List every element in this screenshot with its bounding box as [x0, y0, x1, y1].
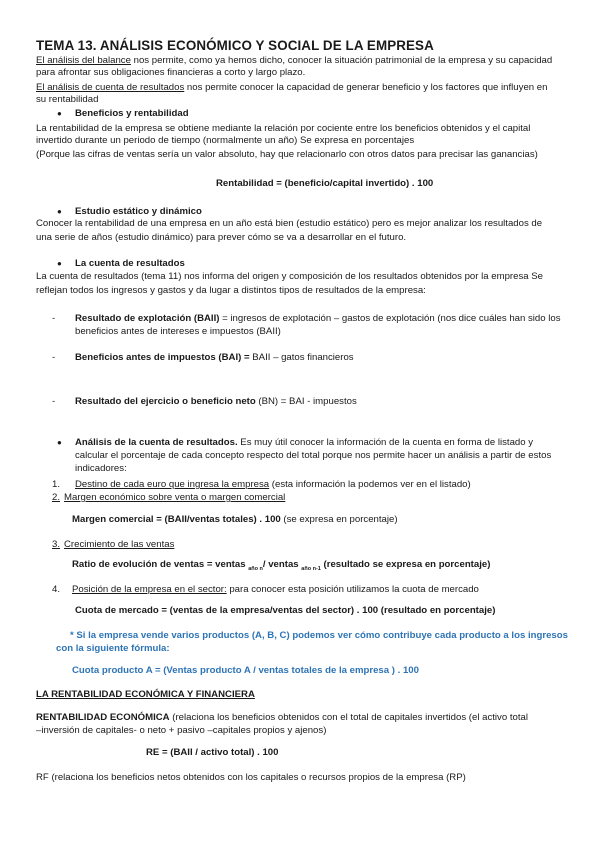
analisis-line1 [75, 437, 533, 449]
cuota-producto-formula: Cuota producto A = (Ventas producto A / ventas totales de la empresa ) . 100 [72, 665, 419, 676]
resultados-term: El análisis de cuenta de resultados [36, 82, 185, 93]
item-number: 2. [52, 492, 61, 503]
margen-formula [72, 514, 398, 526]
cuenta-line1: La cuenta de resultados (tema 11) nos informa del origen y composición de los resultados obtenidos por la empresa Se [36, 271, 543, 282]
bullet-icon: ● [57, 259, 62, 268]
re-text: (relaciona los beneficios obtenidos con el total de capitales invertidos (el activo total [169, 712, 528, 723]
ventas-sub-a: año n [248, 565, 263, 572]
analisis-line3: indicadores: [75, 463, 127, 474]
list-item-term: Beneficios antes de impuestos (BAI) = [75, 352, 250, 363]
estudio-heading: Estudio estático y dinámico [75, 206, 202, 217]
cuota-formula: Cuota de mercado = (ventas de la empresa/ventas del sector) . 100 (resultado en porcentaje) [75, 605, 496, 616]
rentabilidad-heading: LA RENTABILIDAD ECONÓMICA Y FINANCIERA [36, 689, 255, 700]
item-number: 3. [52, 539, 61, 550]
beneficios-line1: La rentabilidad de la empresa se obtiene mediante la relación por cociente entre los beneficios obtenidos y el capital [36, 123, 531, 134]
indicator-1-text: (esta información la podemos ver en el listado) [269, 479, 471, 490]
list-item-text: (BN) = BAI - impuestos [255, 396, 357, 407]
cuenta-heading: La cuenta de resultados [75, 258, 185, 269]
list-item-term: Resultado del ejercicio o beneficio neto [75, 396, 256, 407]
re-formula: RE = (BAII / activo total) . 100 [146, 747, 279, 758]
ventas-formula-c: (resultado se expresa en porcentaje) [320, 559, 491, 570]
indicator-4-text: para conocer esta posición utilizamos la cuota de mercado [226, 584, 479, 595]
re-line2: –inversión de capitales- o neto + pasivo –capitales propios y ajenos) [36, 725, 327, 736]
bullet-icon: ● [57, 438, 62, 447]
rf-line: RF (relaciona los beneficios netos obtenidos con los capitales o recursos propios de la empresa (RP) [36, 772, 466, 783]
intro-resultados-line2: su rentabilidad [36, 94, 99, 105]
list-dash: - [52, 396, 56, 407]
cuenta-line2: reflejan todos los ingresos y gastos y da lugar a distintos tipos de resultados de la empresa: [36, 285, 426, 296]
margen-formula-text: Margen comercial = (BAII/ventas totales) . 100 [72, 514, 281, 525]
bullet-icon: ● [57, 207, 62, 216]
beneficios-line2: invertido durante un periodo de tiempo (normalmente un año) Se expresa en porcentajes [36, 135, 415, 146]
list-item-text: BAII – gatos financieros [249, 352, 354, 363]
bullet-icon: ● [57, 109, 62, 118]
note-line1: * Si la empresa vende varios productos (A, B, C) podemos ver cómo contribuye cada producto a los ingresos [70, 630, 568, 641]
analisis-line2: calcular el porcentaje de cada concepto respecto del total porque nos permite hacer un análisis a partir de estos [75, 450, 552, 461]
intro-resultados-line [36, 82, 547, 94]
analisis-text: Es muy útil conocer la información de la cuenta en forma de listado y [237, 437, 534, 448]
resultados-text: nos permite conocer la capacidad de generar beneficio y los factores que influyen en [184, 82, 548, 93]
ventas-formula [72, 559, 490, 575]
list-item-bai [75, 352, 354, 364]
list-item-explotacion [75, 313, 561, 325]
ventas-formula-a: Ratio de evolución de ventas = ventas [72, 559, 249, 570]
re-line1 [36, 712, 528, 724]
ventas-formula-b: / ventas [262, 559, 302, 570]
note-line2: con la siguiente fórmula: [56, 643, 170, 654]
analisis-heading: Análisis de la cuenta de resultados. [75, 437, 238, 448]
balance-text: nos permite, como ya hemos dicho, conocer la situación patrimonial de la empresa y su capacidad [130, 55, 553, 66]
indicator-4-term: Posición de la empresa en el sector: [72, 584, 227, 595]
indicator-1 [75, 479, 471, 491]
rentabilidad-formula: Rentabilidad = (beneficio/capital invertido) . 100 [216, 178, 434, 189]
intro-balance-line2: para afrontar sus obligaciones financieras a corto y largo plazo. [36, 67, 306, 78]
list-dash: - [52, 313, 56, 324]
indicator-2 [64, 492, 285, 504]
page-title: TEMA 13. ANÁLISIS ECONÓMICO Y SOCIAL DE LA EMPRESA [36, 38, 434, 53]
re-term: RENTABILIDAD ECONÓMICA [36, 712, 170, 723]
item-number: 4. [52, 584, 61, 595]
margen-formula-note: (se expresa en porcentaje) [280, 514, 398, 525]
ventas-sub-b: año n-1 [301, 565, 321, 572]
beneficios-heading: Beneficios y rentabilidad [75, 108, 189, 119]
indicator-4 [72, 584, 479, 596]
indicator-3-term: Crecimiento de las ventas [64, 539, 175, 550]
list-item-explotacion-line2: beneficios antes de intereses e impuestos (BAII) [75, 326, 281, 337]
list-item-bn [75, 396, 357, 408]
indicator-3 [64, 539, 174, 551]
list-item-term: Resultado de explotación (BAII) [75, 313, 220, 324]
indicator-2-term: Margen económico sobre venta o margen comercial [64, 492, 286, 503]
list-item-text: = ingresos de explotación – gastos de explotación (nos dice cuáles han sido los [219, 313, 561, 324]
estudio-line1: Conocer la rentabilidad de una empresa en un año está bien (estudio estático) pero es mejor analizar los resultados de [36, 218, 543, 229]
beneficios-line3: (Porque las cifras de ventas sería un valor absoluto, hay que relacionarlo con otros datos para precisar las ganancias) [36, 149, 538, 160]
estudio-line2: una serie de años (estudio dinámico) para prever cómo se va a desarrollar en el futuro. [36, 232, 407, 243]
indicator-1-term: Destino de cada euro que ingresa la empresa [75, 479, 270, 490]
balance-term: El análisis del balance [36, 55, 131, 66]
intro-balance-line [36, 55, 552, 67]
list-dash: - [52, 352, 56, 363]
item-number: 1. [52, 479, 61, 490]
